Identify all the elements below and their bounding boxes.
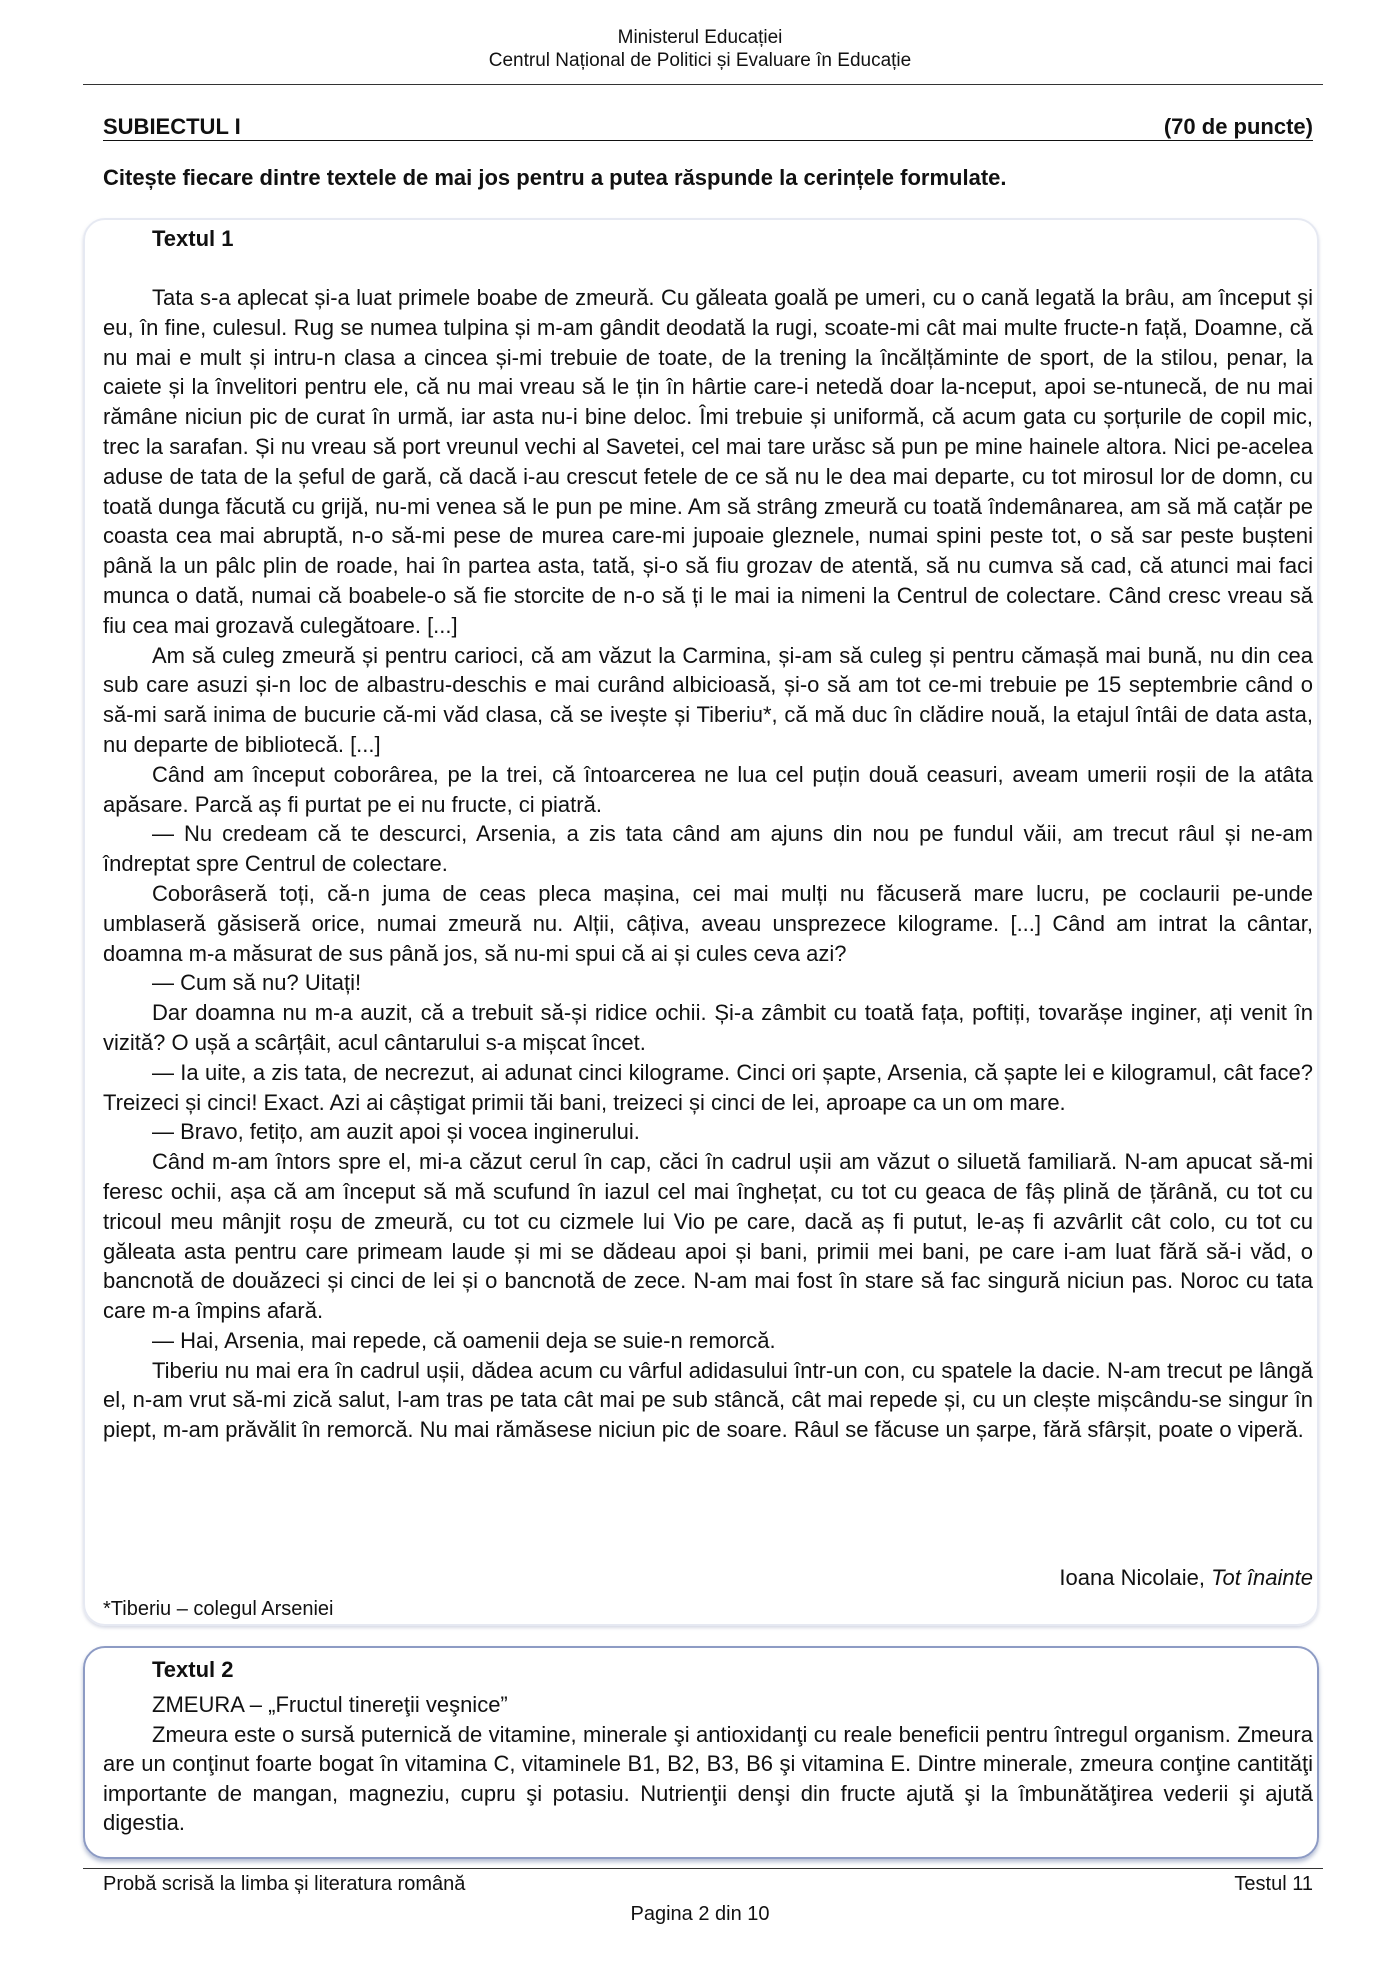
subject-title: SUBIECTUL I [103, 114, 241, 139]
footer-exam-name: Probă scrisă la limba și literatura română [103, 1873, 466, 1895]
text2-title: Textul 2 [152, 1657, 234, 1682]
text2-heading: ZMEURA – „Fructul tinereţii veşnice” [152, 1692, 508, 1717]
header-divider [83, 84, 1323, 85]
header-ministry: Ministerul Educației [617, 27, 783, 48]
instruction-text: Citește fiecare dintre textele de mai jos pentru a putea răspunde la cerințele formulate. [103, 165, 1007, 190]
subject-points: (70 de puncte) [1163, 114, 1313, 139]
text1-paragraph: Când am început coborârea, pe la trei, că întoarcerea ne lua cel puțin două ceasuri, aveam umerii roșii de la atâta apăsare. Parcă aș fi purtat pe ei nu fructe, ci piatră. [103, 761, 1313, 817]
text1-paragraph: — Bravo, fetițo, am auzit apoi și vocea inginerului. [152, 1119, 640, 1145]
page-header [0, 26, 1400, 72]
text2-body [103, 1690, 1313, 1838]
text1-paragraph: Când m-am întors spre el, mi-a căzut cerul în cap, căci în cadrul ușii am văzut o siluetă familiară. N-am apucat să-mi feresc ochii, așa că am început să mă scufund în iazul cel mai înghețat, cu tot cu geaca de fâș plină de țărână, cu tot cu tricoul meu mânjit roșu de zmeură, cu tot cu cizmele lui Vio pe care, dacă aș fi putut, le-aș fi azvârlit cât colo, cu tot cu găleata asta pentru care primeam laude și mi se dădeau apoi și bani, primii mei bani, pe care i-am luat fără să-i văd, o bancnotă de douăzeci și cinci de lei și o bancnotă de zece. N-am mai fost în stare să fac singură niciun pas. Noroc cu tata care m-a împins afară. [103, 1149, 1313, 1324]
page-number: Pagina 2 din 10 [630, 1903, 770, 1925]
text1-source [103, 1564, 1313, 1592]
text1-paragraph: Coborâseră toți, că-n juma de ceas pleca mașina, cei mai mulți nu făcuseră mare lucru, pe coclaurii pe-unde umblaseră găsiseră orice, numai zmeură nu. Alții, câțiva, aveau unsprezece kilograme. [...] Când am intrat la cântar, doamna m-a măsurat de sus până jos, să nu-mi spui că ai și cules ceva azi? [103, 880, 1313, 966]
footer-test-number: Testul 11 [1234, 1873, 1313, 1895]
text2-paragraph: Zmeura este o sursă puternică de vitamine, minerale şi antioxidanţi cu reale beneficii pentru întregul organism. Zmeura are un conţinut foarte bogat în vitamina C, vitaminele B1, B2, B3, B6 şi vitamina E. Dintre minerale, zmeura conţine cantităţi importante de mangan, magneziu, cupru şi potasiu. Nutrienţii denşi din fructe ajută şi la îmbunătăţirea vederii şi ajută digestia. [103, 1721, 1313, 1835]
footer-divider [83, 1868, 1323, 1869]
text1-paragraph: Dar doamna nu m-a auzit, că a trebuit să-și ridice ochii. Și-a zâmbit cu toată fața, poftiți, tovarășe inginer, ați venit în vizită? O ușă a scârțâit, acul cântarului s-a mișcat încet. [103, 1000, 1313, 1055]
text1-paragraph: Am să culeg zmeură și pentru carioci, că am văzut la Carmina, și-am să culeg și pentru cămașă mai bună, nu din cea sub care asuzi și-n loc de albastru-deschis e mai curând albicioasă, și-o să am tot ce-mi trebuie pe 15 septembrie când o să-mi sară inima de bucurie că-mi văd clasa, că se ivește și Tiberiu*, că mă duc în clădire nouă, la etajul întâi de data asta, nu departe de bibliotecă. [...] [103, 642, 1313, 757]
text1-paragraph: — Ia uite, a zis tata, de necrezut, ai adunat cinci kilograme. Cinci ori șapte, Arsenia, că șapte lei e kilogramul, cât face? Treizeci și cinci! Exact. Azi ai câștigat primii tăi bani, treizeci și cinci de lei, aproape ca un om mare. [103, 1059, 1313, 1115]
text1-author: Ioana Nicolaie, [1059, 1565, 1212, 1590]
text1-paragraph: — Nu credeam că te descurci, Arsenia, a zis tata când am ajuns din nou pe fundul văii, am trecut râul și ne-am îndreptat spre Centrul de colectare. [103, 821, 1313, 877]
text1-paragraph: Tiberiu nu mai era în cadrul ușii, dădea acum cu vârful adidasului într-un con, cu spatele la dacie. N-am trecut pe lângă el, n-am vrut să-mi zică salut, l-am tras pe tata cât mai pe sub stâncă, cât mai repede și, cu un clește mișcându-se singur în piept, m-am prăvălit în remorcă. Nu mai rămăsese niciun pic de soare. Râul se făcuse un șarpe, fără sfârșit, poate o viperă. [103, 1357, 1313, 1443]
text1-paragraph: Tata s-a aplecat și-a luat primele boabe de zmeură. Cu găleata goală pe umeri, cu o cană legată la brâu, am început și eu, în fine, culesul. Rug se numea tulpina și m-am gândit deodată la rugi, scoate-mi cât mai multe fructe-n față, Doamne, că nu mai e mult și intru-n clasa a cincea și-mi trebuie de toate, de la trening la încălțăminte de sport, de la stilou, penar, la caiete și la învelitori pentru ele, că nu mai vreau să le țin în hârtie care-i netedă doar la-nceput, apoi se-ntunecă, de nu mai rămâne niciun pic de curat în urmă, iar asta nu-i bine deloc. Îmi trebuie și uniformă, că acum gata cu șorțurile de copil mic, trec la sarafan. Și nu vreau să port vreunul vechi al Savetei, cel mai tare urăsc să pun pe mine hainele altora. Nici pe-acelea aduse de tata de la șeful de gară, că dacă i-au crescut fetele de ce să nu le dea mai departe, cu tot mirosul lor de domn, cu toată dunga făcută cu grijă, nu-mi venea să le pun pe mine. Am să strâng zmeură cu toată îndemânarea, am să mă cațăr pe coasta cea mai abruptă, n-o să-mi pese de murea care-mi jupoaie gleznele, numai spini peste tot, o să sar peste bușteni până la un pâlc plin de roade, hai în partea asta, tată, și-o să fiu grozav de atentă, să nu cumva să cad, că atunci mai faci munca o dată, numai că boabele-o să fie storcite de n-o să ți le mai ia nimeni la Centrul de colectare. Când cresc vreau să fiu cea mai grozavă culegătoare. [...] [103, 285, 1313, 638]
text1-title: Textul 1 [152, 226, 234, 251]
subject-heading [103, 114, 1313, 141]
page-footer [103, 1872, 1313, 1896]
text1-work-title: Tot înainte [1211, 1565, 1313, 1590]
text1-paragraph: — Cum să nu? Uitați! [152, 970, 362, 996]
text1-body [103, 283, 1313, 1445]
text1-footnote: *Tiberiu – colegul Arseniei [103, 1598, 334, 1620]
text1-paragraph: — Hai, Arsenia, mai repede, că oamenii deja se suie-n remorcă. [152, 1327, 776, 1353]
header-center: Centrul Național de Politici și Evaluare în Educație [488, 50, 912, 71]
